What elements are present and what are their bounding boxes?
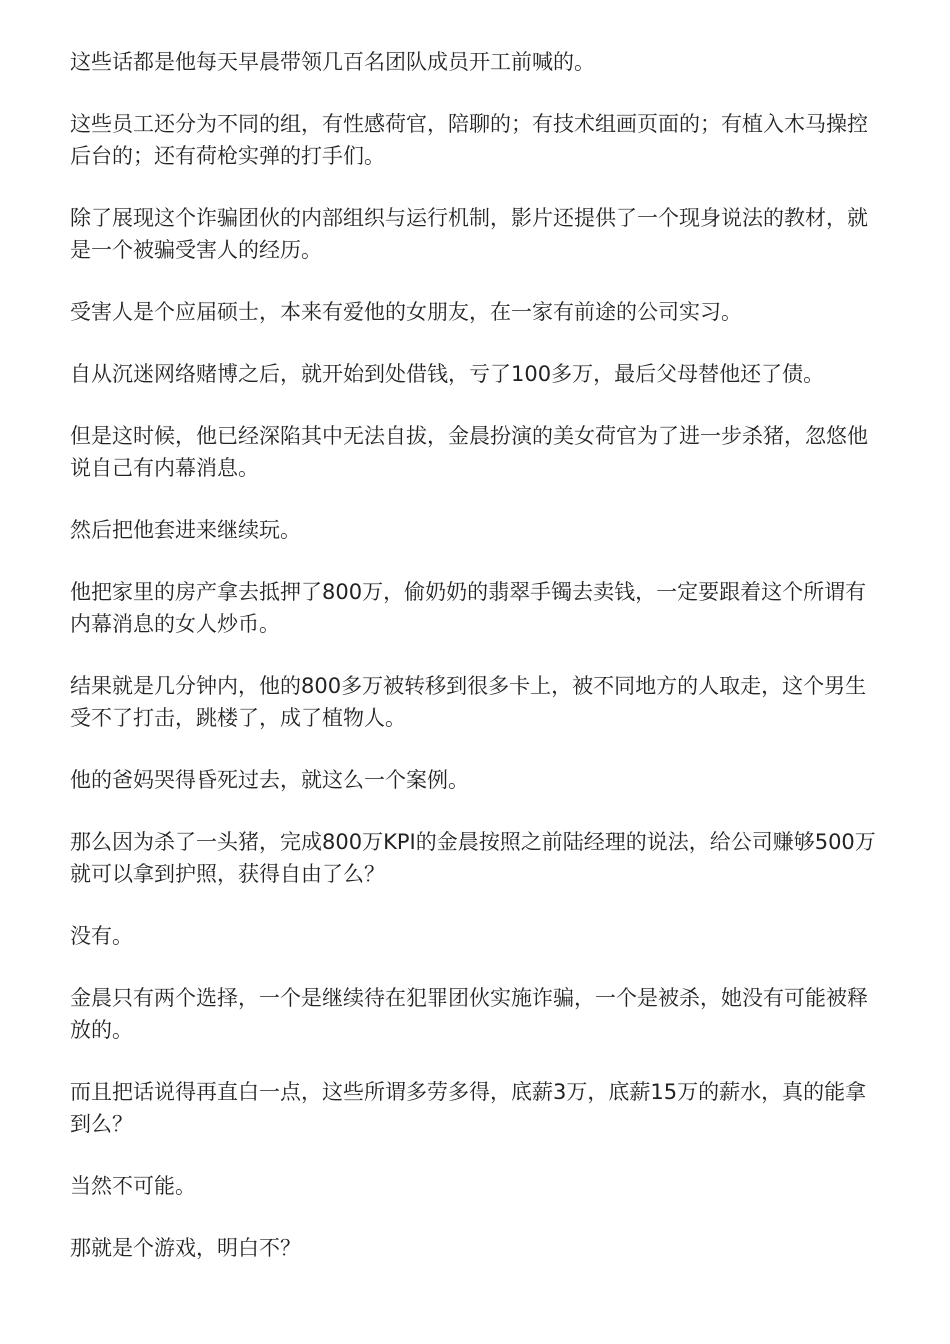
article-body (70, 46, 876, 1294)
paragraph: 没有。 (70, 924, 133, 948)
paragraph: 他把家里的房产拿去抵押了800万，偷奶奶的翡翠手镯去卖钱，一定要跟着这个所谓有内幕消息的女人炒币。 (70, 580, 867, 636)
paragraph: 当然不可能。 (70, 1174, 196, 1198)
paragraph: 这些话都是他每天早晨带领几百名团队成员开工前喊的。 (70, 50, 595, 74)
paragraph: 受害人是个应届硕士，本来有爱他的女朋友，在一家有前途的公司实习。 (70, 300, 742, 324)
paragraph: 结果就是几分钟内，他的800多万被转移到很多卡上，被不同地方的人取走，这个男生受不了打击，跳楼了，成了植物人。 (70, 674, 867, 730)
paragraph: 自从沉迷网络赌博之后，就开始到处借钱，亏了100多万，最后父母替他还了债。 (70, 362, 825, 386)
paragraph: 然后把他套进来继续玩。 (70, 518, 301, 542)
paragraph: 这些员工还分为不同的组，有性感荷官，陪聊的；有技术组画页面的；有植入木马操控后台的；还有荷枪实弹的打手们。 (70, 112, 868, 168)
paragraph: 那就是个游戏，明白不？ (70, 1236, 301, 1260)
paragraph: 而且把话说得再直白一点，这些所谓多劳多得，底薪3万，底薪15万的薪水，真的能拿到么？ (70, 1080, 867, 1136)
paragraph: 他的爸妈哭得昏死过去，就这么一个案例。 (70, 768, 469, 792)
paragraph: 除了展现这个诈骗团伙的内部组织与运行机制，影片还提供了一个现身说法的教材，就是一个被骗受害人的经历。 (70, 206, 868, 262)
paragraph: 那么因为杀了一头猪，完成800万KPI的金晨按照之前陆经理的说法，给公司赚够500万就可以拿到护照，获得自由了么？ (70, 830, 876, 886)
paragraph: 金晨只有两个选择，一个是继续待在犯罪团伙实施诈骗，一个是被杀，她没有可能被释放的。 (70, 986, 868, 1042)
paragraph: 但是这时候，他已经深陷其中无法自拔，金晨扮演的美女荷官为了进一步杀猪，忽悠他说自己有内幕消息。 (70, 424, 868, 480)
